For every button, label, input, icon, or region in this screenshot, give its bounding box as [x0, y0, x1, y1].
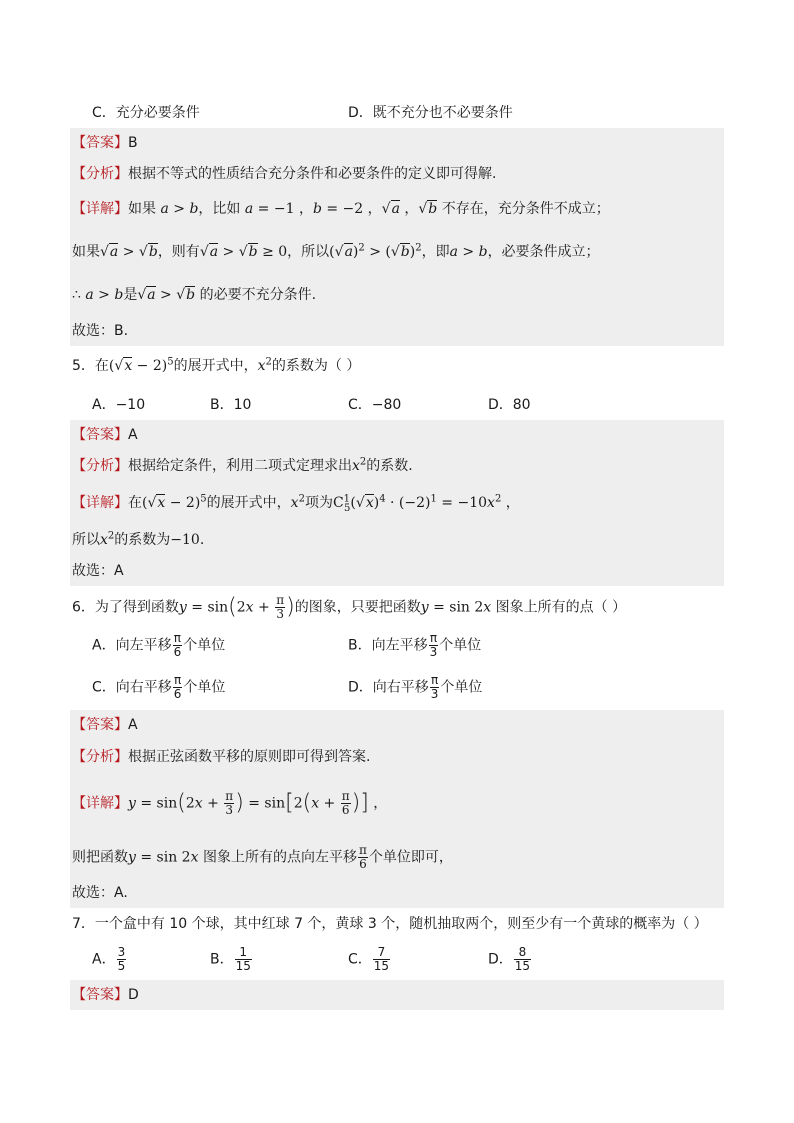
pi: π [430, 673, 439, 687]
option-unit: 个单位 [183, 679, 226, 696]
q4-detail-line-1: 【详解】如果 a > b，比如 a = −1 ，b = −2 ，√a ，√b 不存在，充分条件不成立； [70, 190, 724, 228]
q6-option-d [348, 674, 482, 701]
detail-text: 则把函数 [72, 849, 128, 866]
q4-analysis [70, 158, 724, 190]
q6-stem-text: 图象上所有的点（ ） [495, 599, 627, 616]
denominator: 3 [429, 645, 438, 659]
q6-stem-text: 的图象，只要把函数 [294, 599, 421, 616]
option-label: B． [210, 951, 234, 968]
pi: π [173, 673, 182, 687]
analysis-text: 根据不等式的性质结合充分条件和必要条件的定义即可得解. [128, 166, 497, 182]
answer-value: D [128, 987, 139, 1003]
option-label: C． [348, 951, 372, 968]
analysis-text: 根据给定条件，利用二项式定理求出 [128, 458, 352, 474]
detail-text: ，必要条件成立； [487, 244, 600, 260]
q6-option-c [92, 674, 225, 701]
detail-text: 图象上所有的点向左平移 [202, 849, 357, 866]
analysis-tag: 【分析】 [72, 166, 128, 182]
pi: π [358, 843, 367, 857]
q5-option-d: D．80 [488, 397, 531, 413]
denominator: 15 [514, 959, 531, 973]
denominator: 3 [276, 607, 284, 621]
detail-text: 项为 [304, 495, 333, 511]
q4-option-c: C．充分必要条件 [92, 105, 200, 121]
q7-option-d [488, 946, 532, 973]
q5-detail-line-2: 所以$x^2$的系数为−10. [70, 524, 724, 556]
detail-text: ，即 [421, 244, 450, 260]
denominator: 6 [173, 687, 182, 701]
q5-option-c: C．−80 [348, 397, 402, 413]
q5-analysis: 【分析】根据给定条件，利用二项式定理求出$x^2$的系数. [70, 450, 724, 484]
q6-detail-line-2: 则把函数y = sin 2x 图象上所有的点向左平移 $\frac{\pi}{6}$ 个单位即可， [70, 830, 724, 878]
q5-answer [70, 420, 724, 450]
q7-answer [70, 980, 724, 1010]
detail-tag: 【详解】 [72, 201, 128, 217]
option-unit: 个单位 [183, 637, 226, 654]
numerator: 8 [514, 946, 531, 960]
option-unit: 个单位 [439, 637, 482, 654]
numerator: 3 [117, 945, 126, 959]
q6-answer [70, 710, 724, 740]
detail-text: 个单位即可， [368, 849, 453, 866]
q7-option-b [210, 946, 253, 973]
analysis-tag: 【分析】 [72, 749, 128, 765]
analysis-text: 根据正弦函数平移的原则即可得到答案. [128, 749, 371, 765]
detail-text: 在 [128, 495, 142, 511]
q6-option-a [92, 632, 225, 659]
q6-stem-text: 6．为了得到函数 [72, 599, 179, 616]
detail-text: ，则有 [157, 244, 200, 260]
answer-value: A [128, 427, 138, 443]
denominator: 6 [359, 857, 367, 871]
q6-stem: 6．为了得到函数y = sin(2x + $\frac{\pi}{3}$ )的图象，只要把函数y = sin 2x 图象上所有的点（ ） [72, 593, 627, 621]
pi: π [225, 789, 234, 803]
detail-text: 的展开式中， [206, 495, 291, 511]
detail-value: −10. [170, 532, 205, 548]
option-label: C．向右平移 [92, 679, 172, 696]
q6-option-b [348, 632, 481, 659]
detail-text: 如果 [72, 244, 100, 260]
choose-text: 故选：A [72, 563, 124, 579]
detail-text: 是 [123, 287, 138, 303]
detail-tag: 【详解】 [72, 795, 128, 812]
q5-choose [70, 556, 724, 586]
q5-detail-line-1: 【详解】在$(√x - 2)^5$的展开式中，$x^2$项为$C^1_5(√x)^4 \cdot (-2)^1 = -10x^2$ ， [70, 484, 724, 524]
detail-text: ，比如 [198, 201, 241, 217]
q5-option-a: A．−10 [92, 397, 146, 413]
option-label: D． [488, 951, 513, 968]
option-label: A． [92, 951, 116, 968]
pi: π [429, 631, 438, 645]
q4-detail-line-2: 如果√a > √b，则有√a > √b ≥ 0，所以$(√a)^2 > (√b)^2$，即a > b，必要条件成立； [70, 228, 724, 276]
denominator: 6 [173, 645, 182, 659]
answer-tag: 【答案】 [72, 427, 128, 443]
option-label: A．向左平移 [92, 637, 172, 654]
denominator: 15 [235, 959, 251, 973]
detail-text: ，所以 [287, 244, 330, 260]
q5-stem-text: 5．在 [72, 358, 109, 374]
analysis-text: 的系数. [366, 458, 413, 474]
q7-stem: 7．一个盒中有 10 个球，其中红球 7 个，黄球 3 个，随机抽取两个，则至少有一个黄球的概率为（ ） [72, 916, 708, 932]
q6-choose [70, 878, 724, 908]
denominator: 3 [430, 687, 439, 701]
q7-option-c [348, 946, 391, 973]
denominator: 6 [341, 803, 350, 817]
analysis-tag: 【分析】 [72, 458, 128, 474]
option-unit: 个单位 [440, 679, 483, 696]
pi: π [276, 593, 285, 607]
numerator: 1 [235, 946, 252, 960]
q7-option-a [92, 946, 127, 973]
numerator: 7 [373, 946, 390, 960]
denominator: 5 [117, 959, 126, 973]
pi: π [341, 789, 350, 803]
answer-tag: 【答案】 [72, 987, 128, 1003]
answer-value: A [128, 717, 138, 733]
choose-text: 故选：B. [72, 323, 129, 339]
detail-text: 如果 [128, 201, 156, 217]
q5-stem-text: 的系数为（ ） [271, 358, 361, 374]
q5-stem-text: 的展开式中， [173, 358, 258, 374]
q4-answer [70, 128, 724, 158]
option-label: D．向右平移 [348, 679, 429, 696]
choose-text: 故选：A. [72, 885, 128, 901]
q5-option-b: B．10 [210, 397, 252, 413]
q6-analysis [70, 740, 724, 774]
q5-stem: 5．在$(√x - 2)^5$的展开式中，$x^2$的系数为（ ） [72, 356, 361, 374]
detail-text: 所以 [72, 532, 100, 548]
pi: π [173, 631, 182, 645]
detail-text: 不存在，充分条件不成立； [441, 201, 610, 217]
answer-tag: 【答案】 [72, 135, 128, 151]
detail-text: 的必要不充分条件. [199, 287, 317, 303]
answer-value: B [128, 135, 138, 151]
q6-detail-line-1: 【详解】y = sin(2x + $\frac{\pi}{3}$ ) = sin[2(x + $\frac{\pi}{6}$ )] ， [70, 774, 724, 830]
denominator: 15 [373, 959, 390, 973]
q4-option-d: D．既不充分也不必要条件 [348, 105, 513, 121]
detail-tag: 【详解】 [72, 495, 128, 511]
option-label: B．向左平移 [348, 637, 428, 654]
detail-text: 的系数为 [114, 532, 171, 548]
q4-choose [70, 314, 724, 346]
q4-detail-line-3: ∴ a > b是√a > √b 的必要不充分条件. [70, 276, 724, 314]
answer-tag: 【答案】 [72, 717, 128, 733]
denominator: 3 [225, 803, 234, 817]
